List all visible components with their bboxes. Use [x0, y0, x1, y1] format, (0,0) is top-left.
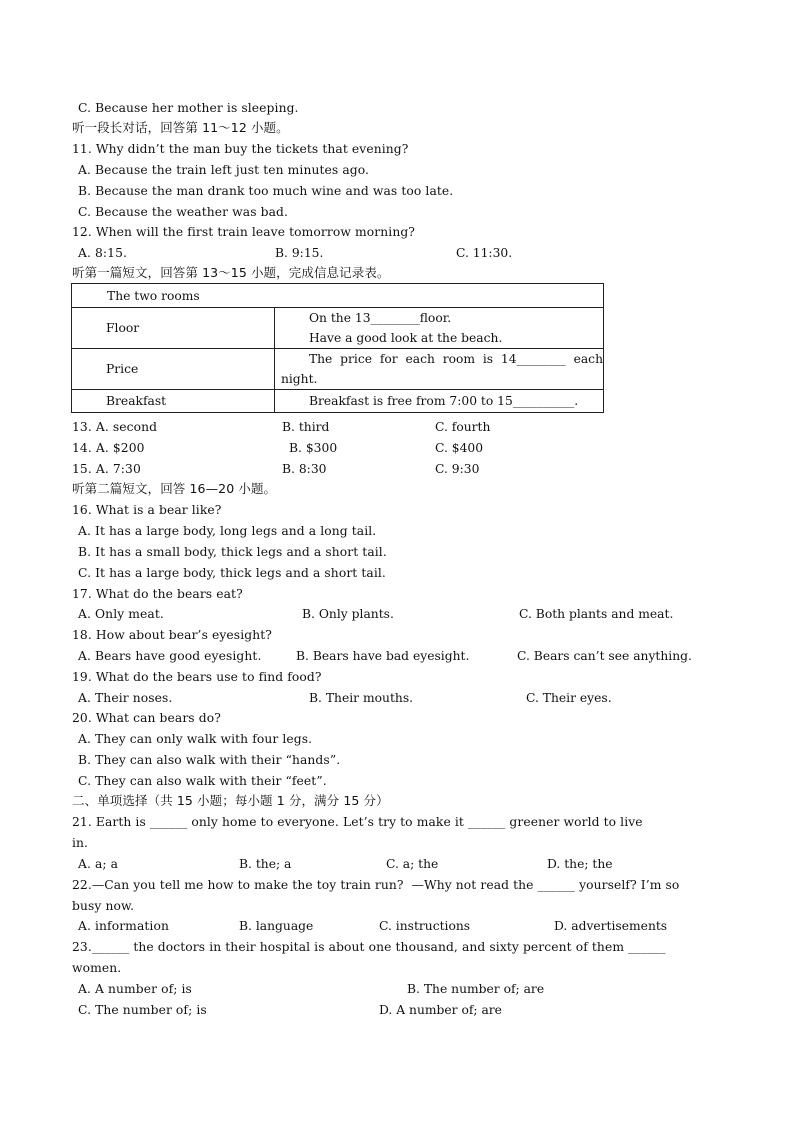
q21-option-a: A. a; a	[78, 857, 119, 871]
q21-option-c: C. a; the	[386, 857, 439, 871]
q14-option-c: C. $400	[435, 441, 484, 455]
q12-option-b: B. 9:15.	[275, 246, 324, 260]
q12-option-c: C. 11:30.	[456, 246, 513, 260]
q15-option-b: B. 8:30	[282, 462, 327, 476]
question-23-continued: women.	[72, 961, 122, 975]
q19-option-a: A. Their noses.	[78, 691, 173, 705]
floor-line-2: Have a good look at the beach.	[308, 331, 503, 345]
question-15: 15. A. 7:30	[72, 462, 141, 476]
q23-option-b: B. The number of; are	[407, 982, 545, 996]
q20-option-a: A. They can only walk with four legs.	[78, 732, 313, 746]
table-title: The two rooms	[72, 284, 604, 308]
question-14: 14. A. $200	[72, 441, 145, 455]
q23-option-a: A. A number of; is	[78, 982, 192, 996]
question-18: 18. How about bear’s eyesight?	[72, 628, 272, 642]
price-line-2: night.	[280, 372, 318, 386]
q23-option-d: D. A number of; are	[379, 1003, 502, 1017]
q18-option-a: A. Bears have good eyesight.	[78, 649, 262, 663]
q11-option-a: A. Because the train left just ten minutes ago.	[78, 163, 370, 177]
breakfast-label: Breakfast	[72, 390, 275, 413]
q10-option-c: C. Because her mother is sleeping.	[78, 101, 299, 115]
q11-option-c: C. Because the weather was bad.	[78, 205, 289, 219]
q22-option-d: D. advertisements	[554, 919, 668, 933]
q18-option-c: C. Bears can’t see anything.	[517, 649, 692, 663]
q17-option-c: C. Both plants and meat.	[519, 607, 674, 621]
q20-option-b: B. They can also walk with their “hands”.	[78, 753, 341, 767]
q22-option-b: B. language	[239, 919, 314, 933]
question-21: 21. Earth is ______ only home to everyone. Let’s try to make it ______ greener world to live	[72, 815, 643, 829]
breakfast-line: Breakfast is free from 7:00 to 15__________.	[308, 394, 579, 408]
q16-option-a: A. It has a large body, long legs and a long tail.	[78, 524, 377, 538]
info-record-table	[71, 283, 604, 413]
q15-option-c: C. 9:30	[435, 462, 480, 476]
q12-option-a: A. 8:15.	[78, 246, 128, 260]
q22-option-a: A. information	[78, 919, 169, 933]
price-line-1: The price for each room is 14________ each	[308, 352, 603, 366]
q17-option-a: A. Only meat.	[78, 607, 164, 621]
q11-option-b: B. Because the man drank too much wine and was too late.	[78, 184, 454, 198]
q20-option-c: C. They can also walk with their “feet”.	[78, 774, 327, 788]
question-21-continued: in.	[72, 836, 89, 850]
q13-option-c: C. fourth	[435, 420, 491, 434]
question-13: 13. A. second	[72, 420, 158, 434]
section-heading-single-choice: 二、单项选择（共 15 小题；每小题 1 分，满分 15 分）	[72, 793, 389, 808]
q13-option-b: B. third	[282, 420, 330, 434]
section-heading-passage-2: 听第二篇短文，回答 16—20 小题。	[72, 481, 277, 496]
question-12: 12. When will the first train leave tomorrow morning?	[72, 225, 416, 239]
question-16: 16. What is a bear like?	[72, 503, 222, 517]
question-11: 11. Why didn’t the man buy the tickets that evening?	[72, 142, 409, 156]
question-22-continued: busy now.	[72, 899, 135, 913]
q17-option-b: B. Only plants.	[302, 607, 394, 621]
q21-option-d: D. the; the	[547, 857, 613, 871]
question-20: 20. What can bears do?	[72, 711, 221, 725]
section-heading-long-dialogue: 听一段长对话，回答第 11～12 小题。	[72, 120, 289, 135]
question-22: 22.—Can you tell me how to make the toy train run? —Why not read the ______ yourself? I’m so	[72, 878, 680, 892]
price-cell	[274, 349, 603, 390]
q23-option-c: C. The number of; is	[78, 1003, 207, 1017]
q22-option-c: C. instructions	[379, 919, 471, 933]
q14-option-b: B. $300	[289, 441, 338, 455]
q16-option-b: B. It has a small body, thick legs and a short tail.	[78, 545, 387, 559]
question-23: 23.______ the doctors in their hospital is about one thousand, and sixty percent of them ______	[72, 940, 666, 954]
q18-option-b: B. Bears have bad eyesight.	[296, 649, 470, 663]
q19-option-c: C. Their eyes.	[526, 691, 612, 705]
question-17: 17. What do the bears eat?	[72, 587, 243, 601]
breakfast-cell	[274, 390, 603, 413]
question-19: 19. What do the bears use to find food?	[72, 670, 322, 684]
floor-line-1: On the 13________floor.	[308, 311, 452, 325]
q16-option-c: C. It has a large body, thick legs and a short tail.	[78, 566, 386, 580]
floor-cell	[274, 308, 603, 349]
floor-label: Floor	[72, 308, 275, 349]
q21-option-b: B. the; a	[239, 857, 292, 871]
q19-option-b: B. Their mouths.	[309, 691, 414, 705]
price-label: Price	[72, 349, 275, 390]
section-heading-passage-1: 听第一篇短文，回答第 13～15 小题，完成信息记录表。	[72, 265, 390, 280]
